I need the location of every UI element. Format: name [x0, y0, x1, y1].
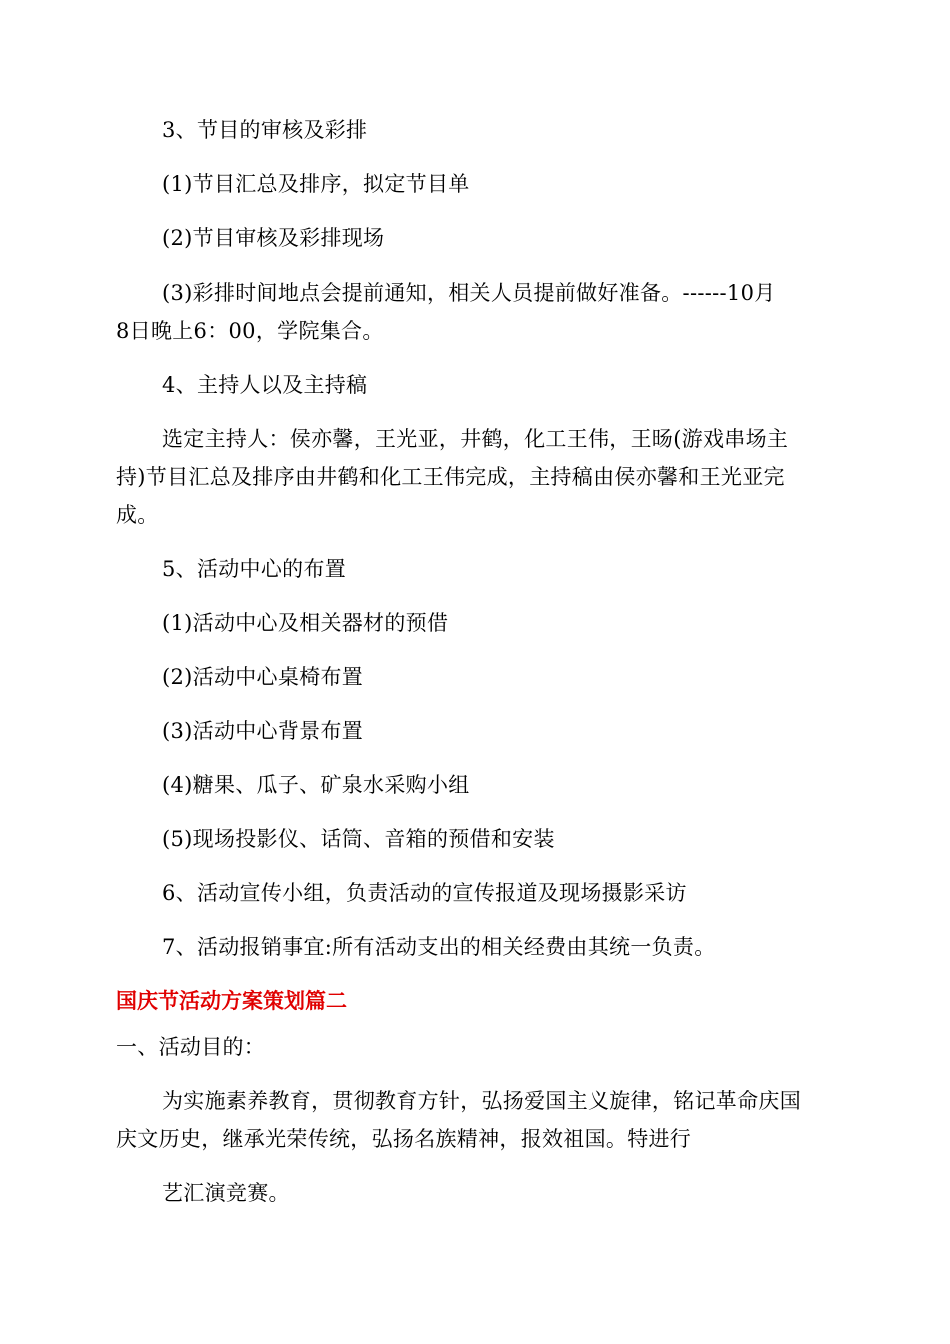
paragraph-4-body-line3: 成。: [116, 503, 159, 527]
paragraph-3-3-line2: 8日晚上6：00，学院集合。: [116, 319, 384, 343]
paragraph-4-body-line1: 选定主持人：侯亦馨，王光亚，井鹤，化工王伟，王旸(游戏串场主: [162, 427, 789, 451]
paragraph-5-5: (5)现场投影仪、话筒、音箱的预借和安装: [162, 827, 555, 851]
paragraph-3-2: (2)节目审核及彩排现场: [162, 226, 385, 250]
paragraph-3-title: 3、节目的审核及彩排: [162, 118, 368, 142]
paragraph-5-1: (1)活动中心及相关器材的预借: [162, 611, 449, 635]
paragraph-5-3: (3)活动中心背景布置: [162, 719, 364, 743]
paragraph-4-title: 4、主持人以及主持稿: [162, 373, 368, 397]
section-heading: 国庆节活动方案策划篇二: [116, 989, 347, 1013]
paragraph-7: 7、活动报销事宜:所有活动支出的相关经费由其统一负责。: [162, 935, 716, 959]
section-paragraph-purpose-line2: 庆文历史，继承光荣传统，弘扬名族精神，报效祖国。特进行: [116, 1127, 692, 1151]
paragraph-3-1: (1)节目汇总及排序，拟定节目单: [162, 172, 470, 196]
paragraph-5-title: 5、活动中心的布置: [162, 557, 347, 581]
paragraph-5-2: (2)活动中心桌椅布置: [162, 665, 364, 689]
paragraph-4-body-line2: 持)节目汇总及排序由井鹤和化工王伟完成，主持稿由侯亦馨和王光亚完: [116, 465, 785, 489]
paragraph-3-3-line1: (3)彩排时间地点会提前通知，相关人员提前做好准备。------10月: [162, 281, 776, 305]
section-paragraph-purpose-title: 一、活动目的：: [116, 1035, 266, 1059]
section-paragraph-purpose-line1: 为实施素养教育，贯彻教育方针，弘扬爱国主义旋律，铭记革命庆国: [162, 1089, 801, 1113]
paragraph-6: 6、活动宣传小组，负责活动的宣传报道及现场摄影采访: [162, 881, 687, 905]
paragraph-5-4: (4)糖果、瓜子、矿泉水采购小组: [162, 773, 470, 797]
section-paragraph-purpose-line3: 艺汇演竞赛。: [162, 1181, 290, 1205]
